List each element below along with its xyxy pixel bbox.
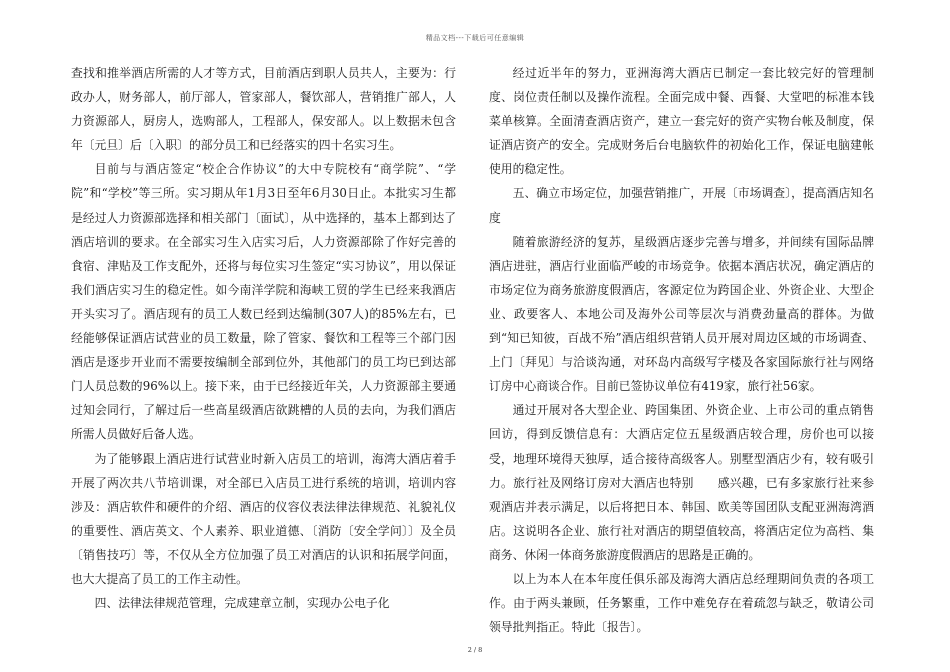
paragraph-interns: 目前与与酒店签定“校企合作协议”的大中专院校有“商学院”、“学院”和“学校”等三所。实习期从年1月3日至年6月30日止。本批实习生都是经过人力资源部选择和相关部门〔面试〕，从中选择的，基本上都到达了酒店培训的要求。在全部实习生入店实习后，人力资源部除了作好完善的食宿、津贴及工作支配外，还将与每位实习生签定“实习协议”，用以保证我们酒店实习生的稳定性。如今南洋学院和海峡工贸的学生已经来我酒店开头实习了。酒店现有的员工人数已经到达编制(307人)的85%左右，已经能够保证酒店试营业的员工数量，除了管家、餐饮和工程等三个部门因酒店是逐步开业而不需要按编制全部到位外，其他部门的员工均已到达部门人员总数的96%以上。接下来，由于已经接近年关，人力资源部主要通过知会同行，了解过后一些高星级酒店欲跳槽的人员的去向，为我们酒店所需人员做好后备人选。 <box>71 162 456 442</box>
left-column <box>71 61 456 615</box>
section-heading-five: 五、确立市场定位，加强营销推广，开展〔市场调查〕，提高酒店知名度 <box>489 186 874 225</box>
paragraph-sales-feedback: 通过开展对各大型企业、跨国集团、外资企业、上市公司的重点销售回访，得到反馈信息有：大酒店定位五星级酒店较合理，房价也可以接受，地理环境得天独厚，适合接待高级客人。别墅型酒店少有，较有吸引力。旅行社及网络订房对大酒店也特别 感兴趣，已有多家旅行社来参观酒店并表示满足，以后将把日本、韩国、欧美等国团队支配亚洲海湾酒店。这说明各企业、旅行社对酒店的期望值较高，将酒店定位为高档、集商务、休闲一体商务旅游度假酒店的思路是正确的。 <box>489 403 874 562</box>
paragraph-staffing: 查找和推举酒店所需的人才等方式，目前酒店到职人员共人，主要为：行政办人，财务部人，前厅部人，管家部人，餐饮部人，营销推广部人，人力资源部人，厨房人，选购部人，工程部人，保安部人。以上数据未包含年〔元旦〕后〔入职〕的部分员工和已经落实的四十名实习生。 <box>71 66 456 153</box>
paragraph-market-positioning: 随着旅游经济的复苏，星级酒店逐步完善与增多，并间续有国际品牌酒店进驻，酒店行业面临严峻的市场竞争。依据本酒店状况，确定酒店的市场定位为商务旅游度假酒店，客源定位为跨国企业、外资企业、大型企业、政要客人、本地公司及海外公司等层次与消费劲量高的群体。为做到“知已知彼，百战不殆”酒店组织营销人员开展对周边区域的市场调查、上门〔拜见〕与洽谈沟通，对环岛内高级写字楼及各家国际旅行社与网络订房中心商谈合作。目前已签协议单位有419家，旅行社56家。 <box>489 234 874 394</box>
paragraph-conclusion: 以上为本人在本年度任俱乐部及海湾大酒店总经理期间负责的各项工作。由于两头兼顾，任务繁重，工作中难免存在着疏忽与缺乏，敬请公司领导批判指正。特此〔报告〕。 <box>489 571 874 635</box>
page-number: 2 / 8 <box>467 646 483 654</box>
right-column <box>489 61 874 639</box>
paragraph-management: 经过近半年的努力，亚洲海湾大酒店已制定一套比较完好的管理制度、岗位责任制以及操作流程。全面完成中餐、西餐、大堂吧的标准本钱菜单核算。全面清查酒店资产，建立一套完好的资产实物台帐及制度，保证酒店资产的安全。完成财务后台电脑软件的初始化工作，保证电脑建帐使用的稳定性。 <box>489 66 874 177</box>
section-heading-four: 四、法律法律规范管理，完成建章立制，实现办公电子化 <box>94 596 390 611</box>
page-header: 精品文档---下载后可任意编辑 <box>425 34 525 42</box>
paragraph-training: 为了能够跟上酒店进行试营业时新入店员工的培训，海湾大酒店着手开展了两次共八节培训课，对全部已入店员工进行系统的培训，培训内容涉及：酒店软件和硬件的介绍、酒店的仪容仪表法律法律规范、礼貌礼仪的重要性、酒店英文、个人素养、职业道德、〔消防〔安全学问〕〕及全员〔销售技巧〕等，不仅从全方位加强了员工对酒店的认识和拓展学问面，也大大提高了员工的工作主动性。 <box>71 451 456 586</box>
